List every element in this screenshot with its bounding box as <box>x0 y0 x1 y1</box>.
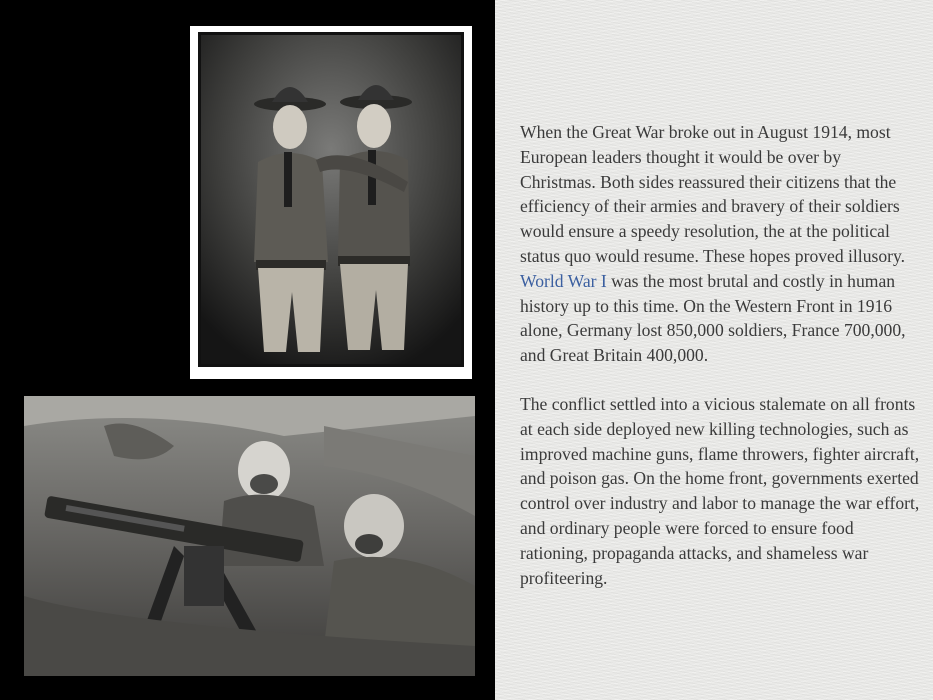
two-soldiers-photo <box>190 26 472 379</box>
paragraph-1-text-before: When the Great War broke out in August 1914, most European leaders thought it would be over by Christmas. Both sides reassured their citizens that the efficiency of their armies and bravery of their soldiers would ensure a speedy resolution, the at the political status quo would resume. These hopes proved illusory. <box>520 122 906 266</box>
machine-gun-illustration <box>24 396 475 676</box>
machine-gun-photo <box>24 396 475 676</box>
paragraph-1 <box>520 120 920 368</box>
paragraph-1-text-after: was the most brutal and costly in human history up to this time. On the Western Front in 1916 alone, Germany lost 850,000 soldiers, France 700,000, and Great Britain 400,000. <box>520 270 906 366</box>
article-text <box>520 120 920 614</box>
world-war-i-link[interactable]: World War I <box>520 270 607 291</box>
paragraph-2: The conflict settled into a vicious stalemate on all fronts at each side deployed new killing technologies, such as improved machine guns, flame throwers, fighter aircraft, and poison gas. On the home front, governments exerted control over industry and labor to manage the war effort, and ordinary people were forced to ensure food rationing, propaganda attacks, and shameless war profiteering. <box>520 393 920 588</box>
two-soldiers-illustration <box>198 32 464 367</box>
text-panel <box>495 0 933 700</box>
